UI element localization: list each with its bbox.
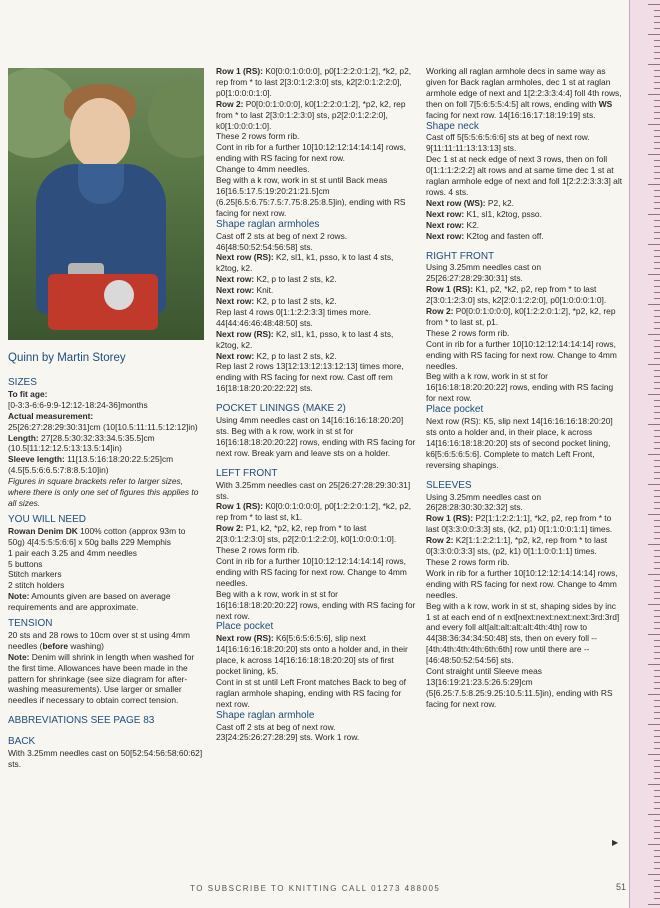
row-label: Row 2: (216, 523, 244, 534)
row-2 (426, 535, 622, 557)
ruler-tick (654, 328, 660, 329)
rep-text: Rep last 4 rows 0[1:1:2:2:3:3] times more. 44[44:46:46:48:48:50] sts. (216, 306, 372, 328)
rib-text: These 2 rows form rib. (426, 556, 510, 567)
decs-text: Working all raglan armhole decs in same way as given for Back raglan armholes, dec 1 st at raglan armhole edge of next and 1[2:2:3:3:4:4] foll 4th rows, then on foll 7[5:6:5:5:4:5] alt rows, ending with (426, 66, 622, 109)
work-text: Work in rib for a further 10[10:12:12:14:14:14] rows, ending with RS facing for next row. Change to 4mm needles. (426, 567, 618, 600)
ruler-tick (654, 742, 660, 743)
ruler-tick (654, 196, 660, 197)
buttons: 5 buttons (8, 558, 43, 569)
ruler-tick (654, 238, 660, 239)
next-row (216, 296, 416, 307)
ruler-tick (654, 766, 660, 767)
needles: 1 pair each 3.25 and 4mm needles (8, 547, 137, 558)
ruler-tick (654, 748, 660, 749)
next-row (426, 198, 622, 209)
ruler-tick (654, 286, 660, 287)
row-label: Row 2: (426, 535, 454, 546)
ruler-tick (648, 364, 660, 365)
ruler-tick (654, 850, 660, 851)
length-value: 27[28.5:30:32:33:34.5:35.5]cm (10.5[11:12:12.5:13:13.5:14]in) (8, 432, 155, 454)
ruler-tick (654, 346, 660, 347)
ruler-tick (654, 598, 660, 599)
ruler-tick (654, 76, 660, 77)
ruler-tick (648, 484, 660, 485)
ruler-tick (648, 184, 660, 185)
ruler-tick (654, 532, 660, 533)
ruler-tick (654, 202, 660, 203)
ruler-tick (648, 724, 660, 725)
ride-on-toy (48, 274, 158, 330)
ruler-tick (654, 706, 660, 707)
ruler-tick (648, 154, 660, 155)
row-label: Next row (RS): (216, 252, 274, 263)
note-label: Note: (8, 591, 30, 602)
row-label: Row 1 (RS): (216, 501, 263, 512)
back-heading: BACK (8, 736, 36, 748)
rib-text: These 2 rows form rib. (426, 327, 510, 338)
row-text: K6[5:6:5:6:5:6], slip next 14[16:16:16:18:20:20] sts onto a holder and, in their place, k across 14[16:16:18:18:20:20] sts of first pocket lining, k5. (216, 633, 408, 677)
ruler-tick (654, 448, 660, 449)
ruler-tick (654, 58, 660, 59)
place-pocket-text: Next row (RS): K5, slip next 14[16:16:16:18:20:20] sts onto a holder and, in their place, k across 14[16:16:18:18:20:20] sts of second pocket lining, k6[5:6:5:6:5:6]. Complete to match Left Front, reversing shapings. (426, 416, 613, 470)
ruler-tick (654, 22, 660, 23)
ruler-tick (648, 514, 660, 515)
actual-value: 25[26:27:28:29:30:31]cm (10[10.5:11:11.5:12:12]in) (8, 421, 198, 432)
row-label: Row 2: (216, 98, 244, 109)
size-note: Figures in square brackets refer to larger sizes, where there is only one set of figures this applies to all sizes. (8, 476, 199, 508)
ruler-tick (654, 70, 660, 71)
ruler-tick (648, 634, 660, 635)
ruler-tick (654, 832, 660, 833)
ruler-tick (648, 544, 660, 545)
ruler-tick (648, 244, 660, 245)
ruler-tick (648, 574, 660, 575)
ruler-tick (654, 280, 660, 281)
ruler-tick (654, 838, 660, 839)
ruler-tick (654, 418, 660, 419)
yarn-name: Rowan Denim DK (8, 525, 78, 536)
sleeve-value: 11[13.5:16:18:20:22.5:25]cm (4.5[5.5:6:6.5:7:8:8.5:10]in) (8, 454, 174, 476)
ruler-tick (654, 862, 660, 863)
ruler-tick (648, 64, 660, 65)
ruler-tick (654, 142, 660, 143)
ruler-tick (648, 4, 660, 5)
ruler-tick (654, 406, 660, 407)
row-label: Next row: (216, 350, 255, 361)
row-text: K2. (464, 219, 480, 230)
place-pocket-heading: Place pocket (426, 404, 484, 416)
ruler-tick (654, 478, 660, 479)
right-front-text: Using 3.25mm needles cast on 25[26:27:28:29:30:31] sts. (426, 262, 541, 284)
ruler-tick (654, 148, 660, 149)
left-front-heading: LEFT FRONT (216, 467, 278, 479)
ruler-tick (654, 778, 660, 779)
ruler-tick (654, 592, 660, 593)
shape-neck-heading: Shape neck (426, 120, 479, 132)
next-row (216, 252, 416, 274)
ruler-tick (654, 502, 660, 503)
pattern-title: Quinn by Martin Storey (8, 352, 126, 364)
sleeves-heading: SLEEVES (426, 479, 472, 491)
neck-text-2: Dec 1 st at neck edge of next 3 rows, then on foll 0[1:1:1:2:2:2] alt rows and at same time dec 1 st at raglan armhole edge of next and foll 1[2:2:2:3:3:3] alt rows. 4 sts. (426, 154, 623, 197)
ruler-tick (648, 424, 660, 425)
ruler-tick (648, 334, 660, 335)
ruler-tick (654, 490, 660, 491)
ruler-tick (654, 352, 660, 353)
tension-note (8, 652, 204, 707)
ruler-tick (648, 34, 660, 35)
ruler-tick (648, 94, 660, 95)
ruler-tick (654, 808, 660, 809)
ruler-tick (654, 868, 660, 869)
row-text: P1, k2, *p2, k2, rep from * to last 2[3:0:1:2:3:0] sts, p2[2:0:1:2:2:0], k0[1:0:0:0:1:0]. (216, 523, 397, 545)
sleeve-line (8, 454, 204, 476)
row-1 (216, 501, 416, 523)
ruler-tick (654, 430, 660, 431)
ruler-tick (648, 214, 660, 215)
ruler-tick (654, 322, 660, 323)
fit-label: To fit age: (8, 388, 48, 399)
row-label: Next row: (216, 285, 255, 296)
ruler-tick (654, 292, 660, 293)
shape-raglan-armhole-heading: Shape raglan armhole (216, 709, 315, 721)
page-number: 51 (616, 882, 627, 892)
ruler-tick (654, 610, 660, 611)
beg-text: Beg with a k row, work in st st for 16[16:18:18:20:20:22] rows, ending with RS facing for next row. (426, 371, 614, 404)
ruler-tick (654, 268, 660, 269)
decs-text-2: facing for next row. 14[16:16:17:18:19:19] sts. (426, 109, 596, 120)
row-text: Knit. (254, 285, 274, 296)
ruler-tick (654, 550, 660, 551)
cont-text: Cont straight until Sleeve meas 13[16:19:21:23.5:26.5:29]cm (5[6.25:7.5:8.25:9.25:10.5:11.5]in), ending with RS facing for next row. (426, 666, 613, 709)
ruler-tick (654, 256, 660, 257)
row-label: Next row: (216, 296, 255, 307)
next-row (216, 351, 416, 362)
note-label: Note: (8, 651, 30, 662)
row-label: Next row: (426, 208, 465, 219)
ruler-tick (654, 358, 660, 359)
ruler-tick (654, 46, 660, 47)
ruler-tick (654, 520, 660, 521)
row-label: Next row: (426, 219, 465, 230)
rib-text: These 2 rows form rib. (216, 131, 300, 142)
cont-text: Cont in st st until Left Front matches Back to beg of raglan armhole shaping, ending with RS facing for next row. (216, 676, 406, 709)
change-text: Change to 4mm needles. (216, 164, 310, 175)
row-text: P2[1:1:2:2:1:1], *k2, p2, rep from * to last 0[3:3:0:0:3:3] sts, (k2, p1) 0[1:1:0:0:1:1] times. (426, 513, 613, 535)
column-1 (8, 378, 204, 770)
raglan-decs (426, 66, 622, 121)
ruler-tick (654, 40, 660, 41)
sizes-heading: SIZES (8, 377, 37, 388)
ruler-tick (654, 856, 660, 857)
ws-bold: WS (598, 98, 613, 109)
ruler-tick (654, 898, 660, 899)
tension-heading: TENSION (8, 618, 53, 630)
ruler-tick (654, 712, 660, 713)
ruler-tick (654, 676, 660, 677)
ruler-tick (654, 670, 660, 671)
ruler-tick (654, 682, 660, 683)
ruler-tick (654, 388, 660, 389)
pocket-row (216, 633, 416, 677)
tension-text (8, 630, 204, 652)
ruler-tick (654, 310, 660, 311)
ruler-tick (654, 376, 660, 377)
foliage (148, 78, 204, 158)
ruler-tick (654, 400, 660, 401)
beg-text: Beg with a k row, work in st st, shaping sides by inc 1 st at each end of n ext[next:next:next:next:3rd:3rd] and every foll alt[alt:alt:alt:alt:4th:4th] row to 44[38:36:34:34:50:48] sts, then on every foll --[4th:4th:4th:4th:6th:6th] row until there are --[46:48:50:52:54:56] sts. (426, 600, 620, 666)
length-label: Length: (8, 432, 39, 443)
beg-text: Beg with a k row, work in st st for 16[16:18:18:20:20:22] rows, ending with RS facing for next row. (216, 588, 416, 621)
next-row (426, 231, 622, 242)
row-text: K2, sl1, k1, psso, k to last 4 sts, k2tog, k2. (216, 252, 394, 274)
sleeves-text: Using 3.25mm needles cast on 26[28:28:30:30:32:32] sts. (426, 491, 541, 513)
row-label: Next row: (426, 230, 465, 241)
row-label: Row 1 (RS): (426, 513, 473, 524)
ruler-tick (648, 694, 660, 695)
ruler-tick (654, 382, 660, 383)
ruler-tick (654, 298, 660, 299)
ruler-tick (654, 820, 660, 821)
note-text: Denim will shrink in length when washed for the first time. Allowances have been made in the pattern for shrinkage (see size diagram for after-washing measurements). Use larger or smaller needles if necessary to obtain correct tension. (8, 651, 195, 706)
ruler-tick (654, 190, 660, 191)
ruler-tick (648, 814, 660, 815)
row-label: Next row (RS): (216, 328, 274, 339)
ruler-tick (648, 664, 660, 665)
ruler-tick (654, 826, 660, 827)
ruler-tick (654, 568, 660, 569)
ruler-tick (648, 874, 660, 875)
tension-part-2: washing) (68, 640, 104, 651)
column-3 (426, 66, 622, 710)
neck-text: Cast off 5[5:5:6:5:6:6] sts at beg of next row. 9[11:11:11:13:13:13] sts. (426, 132, 590, 154)
ruler-tick (654, 472, 660, 473)
holders: 2 stitch holders (8, 580, 65, 591)
place-pocket-heading: Place pocket (216, 621, 274, 633)
ruler-tick (654, 892, 660, 893)
row-text: K2, p to last 2 sts, k2. (254, 296, 337, 307)
row-text: K2tog and fasten off. (464, 230, 544, 241)
ruler-tick (648, 454, 660, 455)
ruler-tick (654, 88, 660, 89)
actual-label: Actual measurement: (8, 410, 94, 421)
footer-subscribe: TO SUBSCRIBE TO KNITTING CALL 01273 488005 (190, 884, 441, 893)
continue-arrow: ▶ (612, 838, 619, 847)
ruler-tick (654, 796, 660, 797)
ruler-tick (648, 394, 660, 395)
row-text: K2, p to last 2 sts, k2. (254, 274, 337, 285)
ruler-tick (654, 16, 660, 17)
ruler-tick (648, 784, 660, 785)
next-row (426, 209, 622, 220)
ruler-tick (654, 790, 660, 791)
row-label: Row 1 (RS): (216, 66, 263, 76)
ruler-tick (654, 616, 660, 617)
ruler-tick (654, 538, 660, 539)
fit-value: [0-3:3-6:6-9:9-12:12-18:24-36]months (8, 399, 148, 410)
ruler-tick (654, 886, 660, 887)
ruler-tick (654, 166, 660, 167)
ruler-tick (654, 136, 660, 137)
ruler-tick (654, 562, 660, 563)
pocket-text: Using 4mm needles cast on 14[16:16:16:18:20:20] sts. Beg with a k row, work in st st for 16[16:18:18:20:20:22] rows, ending with RS facing for next row. Break yarn and leave sts on a holder. (216, 415, 416, 458)
ruler-tick (654, 178, 660, 179)
row-1 (216, 66, 416, 99)
collar (78, 164, 124, 204)
ruler-tick (654, 880, 660, 881)
ruler-tick (654, 496, 660, 497)
ruler-tick (654, 466, 660, 467)
ruler-tick (648, 844, 660, 845)
ruler-tick (654, 412, 660, 413)
raglan-heading: Shape raglan armholes (216, 218, 320, 230)
next-row (426, 220, 622, 231)
ruler-tick (654, 718, 660, 719)
ruler-tick (654, 172, 660, 173)
row-text: P2, k2. (485, 197, 514, 208)
row-text: K1, sl1, k2tog, psso. (464, 208, 542, 219)
row-text: K2, p to last 2 sts, k2. (254, 350, 337, 361)
next-row (216, 285, 416, 296)
face (70, 98, 130, 168)
right-front-heading: RIGHT FRONT (426, 250, 495, 262)
you-will-need-heading: YOU WILL NEED (8, 513, 86, 525)
ruler-tick (648, 904, 660, 905)
ruler-tick (648, 754, 660, 755)
ruler-tick (654, 508, 660, 509)
rib-text: These 2 rows form rib. (216, 545, 300, 556)
row-1 (426, 284, 622, 306)
ruler-tick (654, 226, 660, 227)
row-text: K2[1:1:2:2:1:1], *p2, k2, rep from * to last 0[3:3:0:0:3:3] sts, (p2, k1) 0[1:1:0:0:1:1] times. (426, 535, 608, 557)
ruler-tick (654, 760, 660, 761)
row-1 (426, 513, 622, 535)
ruler-tick (654, 622, 660, 623)
ruler-tick (654, 586, 660, 587)
ruler-tick (654, 100, 660, 101)
ruler-tick (654, 208, 660, 209)
ruler-tick (654, 118, 660, 119)
ruler-tick (654, 112, 660, 113)
ruler-tick (654, 688, 660, 689)
pocket-linings-heading: POCKET LININGS (MAKE 2) (216, 403, 346, 415)
tension-before: before (42, 640, 69, 651)
ruler-tick (654, 700, 660, 701)
ruler-tick (654, 580, 660, 581)
sleeve-label: Sleeve length: (8, 454, 65, 465)
ruler-tick (654, 772, 660, 773)
ruler-tick (654, 436, 660, 437)
ruler-tick (654, 232, 660, 233)
next-row (216, 329, 416, 351)
toy-wheel (104, 280, 134, 310)
ruler-tick (654, 316, 660, 317)
row-label: Row 1 (RS): (426, 284, 473, 295)
ruler-tick (654, 28, 660, 29)
ruler-tick (648, 604, 660, 605)
beg-text: Beg with a k row, work in st st until Back meas 16[16.5:17.5:19:20:21:21.5]cm (6.25[6.5:6.75:7.5:7.75:8.25:8.5]in), ending with RS facing for next row. (216, 175, 406, 218)
row-text: K2, sl1, k1, psso, k to last 4 sts, k2tog, k2. (216, 328, 394, 350)
ruler-tick (654, 160, 660, 161)
row-2 (216, 99, 416, 132)
row-label: Next row (WS): (426, 197, 486, 208)
ruler-tick (654, 736, 660, 737)
back-text: With 3.25mm needles cast on 50[52:54:56:58:60:62] sts. (8, 748, 203, 769)
row-2 (216, 523, 416, 545)
ruler-tick (654, 730, 660, 731)
need-note (8, 591, 204, 613)
yarn-details: 100% cotton (approx 93m to 50g) 4[4:5:5:5:6:6] x 50g balls 229 Memphis (8, 525, 186, 547)
next-row (216, 274, 416, 285)
ruler-tick (648, 304, 660, 305)
ruler-tick (648, 274, 660, 275)
ruler-tick (654, 658, 660, 659)
ruler-tick (654, 52, 660, 53)
row-text: P0[0:0:1:0:0:0], k0[1:2:2:0:1:2], *p2, k2, rep from * to last st, p1. (426, 306, 616, 327)
cont-text: Cont in rib for a further 10[10:12:12:14:14:14] rows, ending with RS facing for next row. Change to 4mm needles. (216, 555, 407, 588)
tension-part-1: 20 sts and 28 rows to 10cm over st st using 4mm needles ( (8, 629, 191, 651)
note-text: Amounts given are based on average requirements and are approximate. (8, 591, 171, 613)
abbreviations-heading: ABBREVIATIONS SEE PAGE 83 (8, 715, 155, 727)
ruler-tick (654, 640, 660, 641)
ruler-tick (654, 628, 660, 629)
ruler-tick (654, 250, 660, 251)
markers: Stitch markers (8, 569, 62, 580)
row-text: K0[0:0:1:0:0:0], p0[1:2:2:0:1:2], *k2, p2, rep from * to last st, k1. (216, 501, 412, 523)
ruler-tick (648, 124, 660, 125)
row-label: Row 2: (426, 306, 454, 317)
row-label: Next row (RS): (216, 633, 274, 644)
cont-text: Cont in rib for a further 10[10:12:12:14:14:14] rows, ending with RS facing for next row. (216, 142, 406, 164)
row-text: P0[0:0:1:0:0:0], k0[1:2:2:0:1:2], *p2, k2, rep from * to last 2[3:0:1:2:3:0] sts, p2[2:0:1:2:2:0], k0[1:0:0:0:1:0]. (216, 98, 406, 131)
ruler-tick (654, 460, 660, 461)
ruler-tick (654, 340, 660, 341)
yarn-line (8, 526, 204, 548)
left-front-text: With 3.25mm needles cast on 25[26:27:28:29:30:31] sts. (216, 479, 411, 501)
ruler-tick (654, 802, 660, 803)
ruler-tick (654, 556, 660, 557)
ruler-tick (654, 262, 660, 263)
cont-text: Cont in rib for a further 10[10:12:12:14:14:14] rows, ending with RS facing for next row. Change to 4mm needles. (426, 338, 617, 371)
ruler-tick (654, 526, 660, 527)
cast-text: Cast off 2 sts at beg of next row. 23[24:25:26:27:28:29] sts. Work 1 row. (216, 721, 360, 743)
ruler (629, 0, 660, 908)
rep-text: Rep last 2 rows 13[12:13:12:13:12:13] times more, ending with RS facing for next row. Cast off rem 16[18:18:20:20:22:22] sts. (216, 361, 404, 394)
row-label: Next row: (216, 274, 255, 285)
ruler-tick (654, 646, 660, 647)
ruler-tick (654, 82, 660, 83)
cast-text: Cast off 2 sts at beg of next 2 rows. 46[48:50:52:54:56:58] sts. (216, 230, 348, 252)
ruler-tick (654, 130, 660, 131)
child-photo (8, 68, 204, 340)
row-2 (426, 306, 622, 328)
row-text: K0[0:0:1:0:0:0], p0[1:2:2:0:1:2], *k2, p2, rep from * to last 2[3:0:1:2:3:0] sts, k2[2:0:1:2:2:0], p0[1:0:0:0:1:0]. (216, 66, 412, 98)
row-text: K1, p2, *k2, p2, rep from * to last 2[3:0:1:2:3:0] sts, k2[2:0:1:2:2:0], p0[1:0:0:0:1:0]. (426, 284, 607, 306)
ruler-tick (654, 370, 660, 371)
length-line (8, 433, 204, 455)
column-2 (216, 66, 416, 743)
ruler-tick (654, 220, 660, 221)
ruler-tick (654, 442, 660, 443)
ruler-tick (654, 106, 660, 107)
ruler-tick (654, 10, 660, 11)
ruler-tick (654, 652, 660, 653)
